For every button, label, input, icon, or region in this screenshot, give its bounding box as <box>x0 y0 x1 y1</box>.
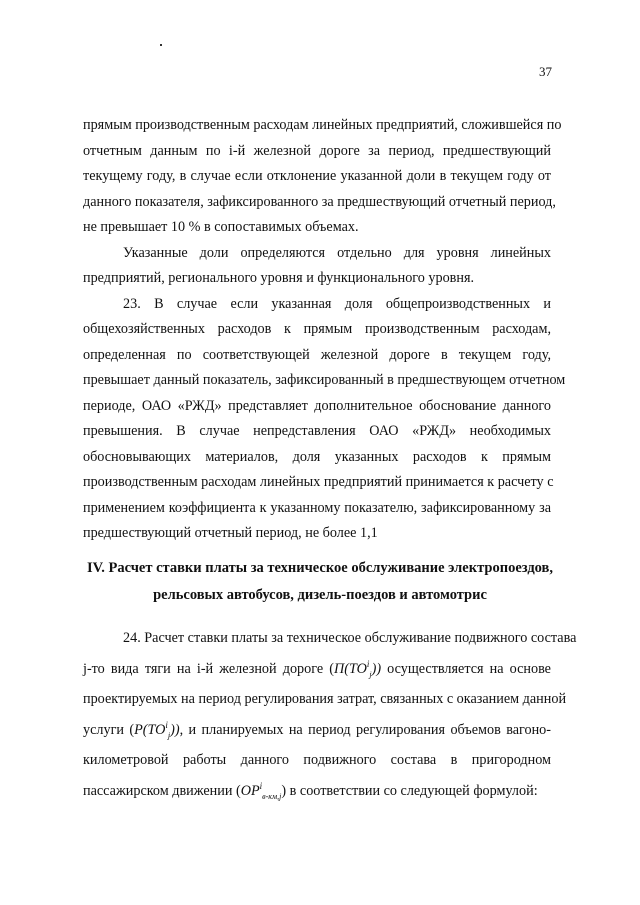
text-line-with-formula <box>83 713 551 749</box>
formula-sub: j <box>369 669 372 679</box>
body-text-top <box>83 113 566 547</box>
formula-sub: j <box>167 730 171 740</box>
text-line: не превышает 10 % в сопоставимых объемах. <box>83 219 359 235</box>
formula-sup: i <box>366 658 370 669</box>
text-line: проектируемых на период регулирования затрат, связанных с оказанием данной <box>83 691 567 707</box>
formula-op <box>240 780 282 801</box>
formula-main: OP <box>240 782 260 799</box>
scan-speck <box>160 44 162 46</box>
formula-sup: i <box>165 719 168 730</box>
formula-sub: в-км,j <box>262 791 282 801</box>
text-line: общехозяйственных расходов к прямым производственным расходам, <box>83 321 551 337</box>
line-text: пассажирском движении ( <box>83 782 241 799</box>
text-line: производственным расходам линейных предприятий принимается к расчету с <box>83 474 554 490</box>
text-line: Указанные доли определяются отдельно для уровня линейных <box>123 244 551 261</box>
section-heading-line: IV. Расчет ставки платы за техническое обслуживание электропоездов, <box>87 560 553 576</box>
formula-pi <box>334 658 382 679</box>
line-text: осуществляется на основе <box>381 660 551 677</box>
text-line: предприятий, регионального уровня и функционального уровня. <box>83 270 475 286</box>
text-line: превышения. В случае непредставления ОАО «РЖД» необходимых <box>83 423 551 439</box>
text-line: предшествующий отчетный период, не более 1,1 <box>83 525 378 541</box>
text-line: определенная по соответствующей железной дороге в текущем году, <box>83 346 551 363</box>
text-line: 23. В случае если указанная доля общепроизводственных и <box>123 295 551 312</box>
formula-main: P(TO <box>134 721 166 738</box>
formula-close: )) <box>170 721 180 738</box>
text-line: превышает данный показатель, зафиксированный в предшествующем отчетном <box>83 372 566 388</box>
formula-sup: i <box>259 780 263 791</box>
formula-main: П(TO <box>334 660 367 677</box>
section-heading-line: рельсовых автобусов, дизель-поездов и автомотрис <box>153 587 487 603</box>
text-line: применением коэффициента к указанному показателю, зафиксированному за <box>83 499 551 516</box>
line-text: , и планируемых на период регулирования объемов вагоно- <box>179 721 552 738</box>
text-line: отчетным данным по i-й железной дороге за период, предшествующий <box>83 142 551 159</box>
text-line: периоде, ОАО «РЖД» представляет дополнительное обоснование данного <box>83 397 551 414</box>
text-line: данного показателя, зафиксированного за предшествующий отчетный период, <box>83 193 556 210</box>
text-line: текущему году, в случае если отклонение указанной доли в текущем году от <box>83 168 551 184</box>
formula-r <box>134 719 180 740</box>
body-text-bottom <box>83 626 577 809</box>
page-number: 37 <box>539 64 552 79</box>
text-line: 24. Расчет ставки платы за техническое обслуживание подвижного состава <box>123 630 577 646</box>
text-line: обосновывающих материалов, доля указанных расходов к прямым <box>83 448 551 465</box>
formula-close: )) <box>371 660 382 677</box>
text-line: прямым производственным расходам линейных предприятий, сложившейся по <box>83 117 562 133</box>
line-text: ) в соответствии со следующей формулой: <box>281 782 538 799</box>
text-line: километровой работы данного подвижного состава в пригородном <box>83 752 551 768</box>
line-text: услуги ( <box>83 721 135 738</box>
section-heading <box>60 555 580 609</box>
text-line-with-formula <box>83 774 551 810</box>
line-text: j-то вида тяги на i-й железной дороге ( <box>83 660 334 677</box>
text-line-with-formula <box>83 652 551 688</box>
